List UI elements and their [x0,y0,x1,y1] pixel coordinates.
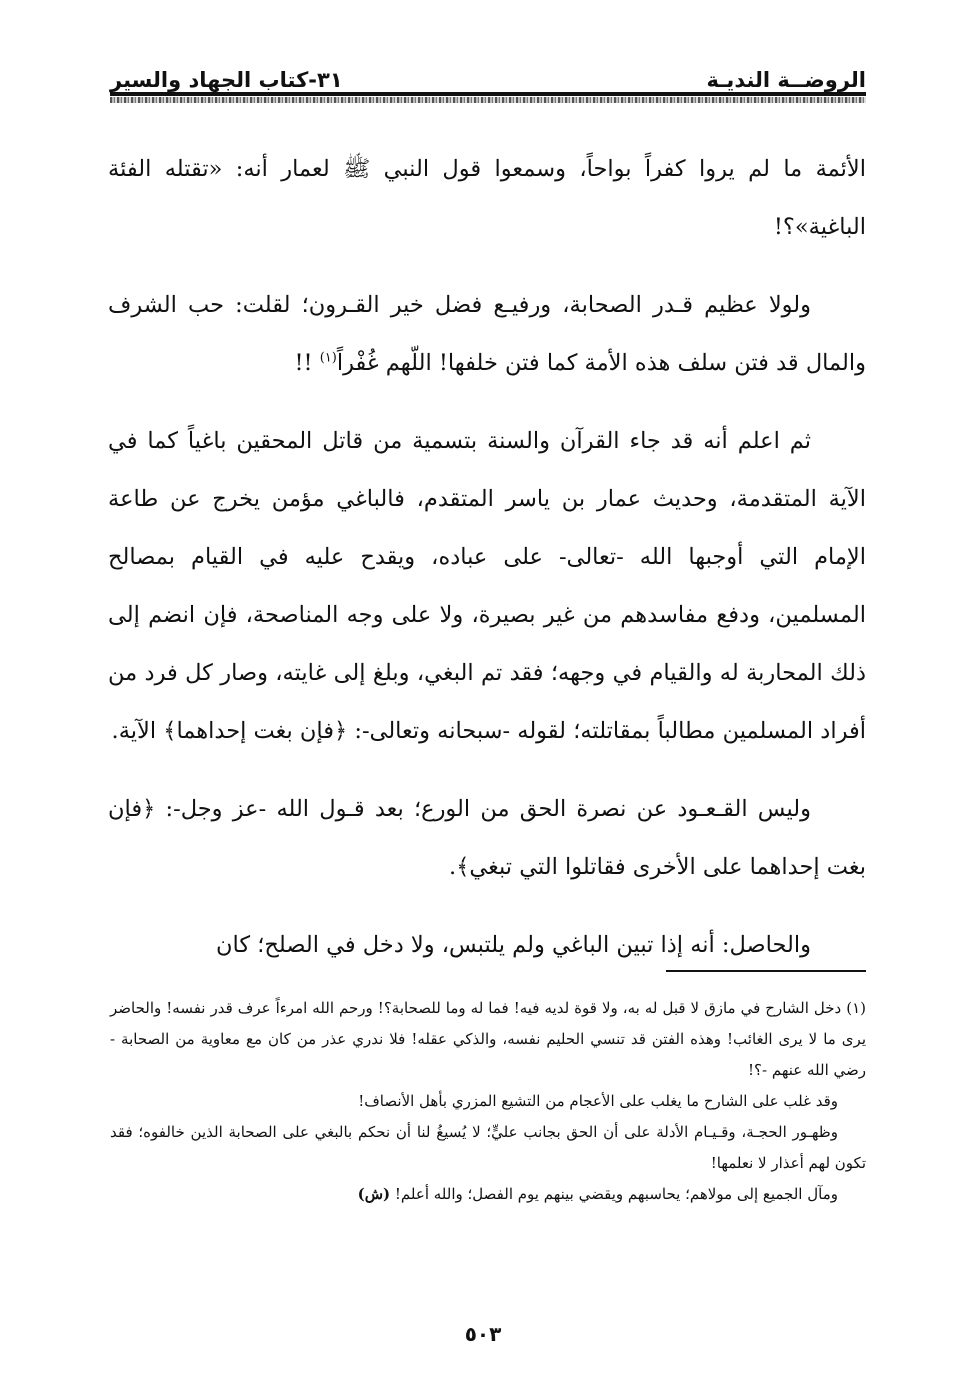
chapter-title: ٣١-كتاب الجهاد والسير [110,68,343,92]
footnote-1: (١) دخل الشارح في مازق لا قبل له به، ولا قوة لديه فيه! فما له وما للصحابة؟! ورحم الله امرءاً عرف قدر نفسه! والحاضر يرى ما لا يرى الغائب! وهذه الفتن قد تنسي الحليم نفسه، والذكي عقله! فلا ندري عذر من كان مع معاوية من الصحابة - رضي الله عنهم -؟! [110,999,866,1079]
book-title: الروضــة النديـة [706,68,866,92]
paragraph-5: والحاصل: أنه إذا تبين الباغي ولم يلتبس، ولا دخل في الصلح؛ كان [215,932,811,958]
paragraph-4: وليس القـعـود عن نصرة الحق من الورع؛ بعد قـول الله -عز وجل-: ﴿فإن بغت إحداهما على الأخرى فقاتلوا التي تبغي﴾. [108,796,866,880]
footnote-closing-text: ومآل الجميع إلى مولاهم؛ يحاسبهم ويقضي بينهم يوم الفصل؛ والله أعلم! [394,1185,838,1203]
header-ornament [110,97,866,103]
header-rule [110,92,866,96]
footnote-1-para-2: وقد غلب على الشارح ما يغلب على الأعجام من التشيع المزري بأهل الأنصاف! [358,1092,838,1110]
paragraph-2-end: !! [294,350,320,376]
paragraph-2-text: ولولا عظيم قـدر الصحابة، ورفيـع فضل خير القـرون؛ لقلت: حب الشرف والمال قد فتن سلف هذه الأمة كما فتن خلفها! اللّهم غُفْراً [108,292,866,376]
footnote-1-para-3: وظهـور الحجـة، وقـيـام الأدلة على أن الحق بجانب عليٍّ؛ لا يُسيغُ لنا أن نحكم بالبغي على الصحابة الذين خالفوه؛ فقد تكون لهم أعذار لا نعلمها! [110,1123,866,1172]
footnote-ref-1[interactable]: (١) [319,350,337,366]
footnote-signature: (ش) [357,1185,391,1203]
page-number: ٥٠٣ [464,1322,502,1346]
paragraph-3: ثم اعلم أنه قد جاء القرآن والسنة بتسمية من قاتل المحقين باغياً كما في الآية المتقدمة، وحديث عمار بن ياسر المتقدم، فالباغي مؤمن يخرج عن طاعة الإمام التي أوجبها الله -تعالى- على عباده، ويقدح عليه في القيام بمصالح المسلمين، ودفع مفاسدهم من غير بصيرة، ولا على وجه المناصحة، فإن انضم إلى ذلك المحاربة له والقيام في وجهه؛ فقد تم البغي، وبلغ إلى غايته، وصار كل فرد من أفراد المسلمين مطالباً بمقاتلته؛ لقوله -سبحانه وتعالى-: ﴿فإن بغت إحداهما﴾ الآية. [108,428,866,744]
paragraph-2 [108,276,866,392]
running-header [110,52,866,92]
main-text [108,140,866,994]
footnote-separator [666,970,866,972]
footnote-1-para-4 [110,1179,866,1210]
paragraph-1: الأئمة ما لم يروا كفراً بواحاً، وسمعوا قول النبي ﷺ لعمار أنه: «تقتله الفئة الباغية»؟! [108,156,866,240]
footnotes [110,993,866,1210]
